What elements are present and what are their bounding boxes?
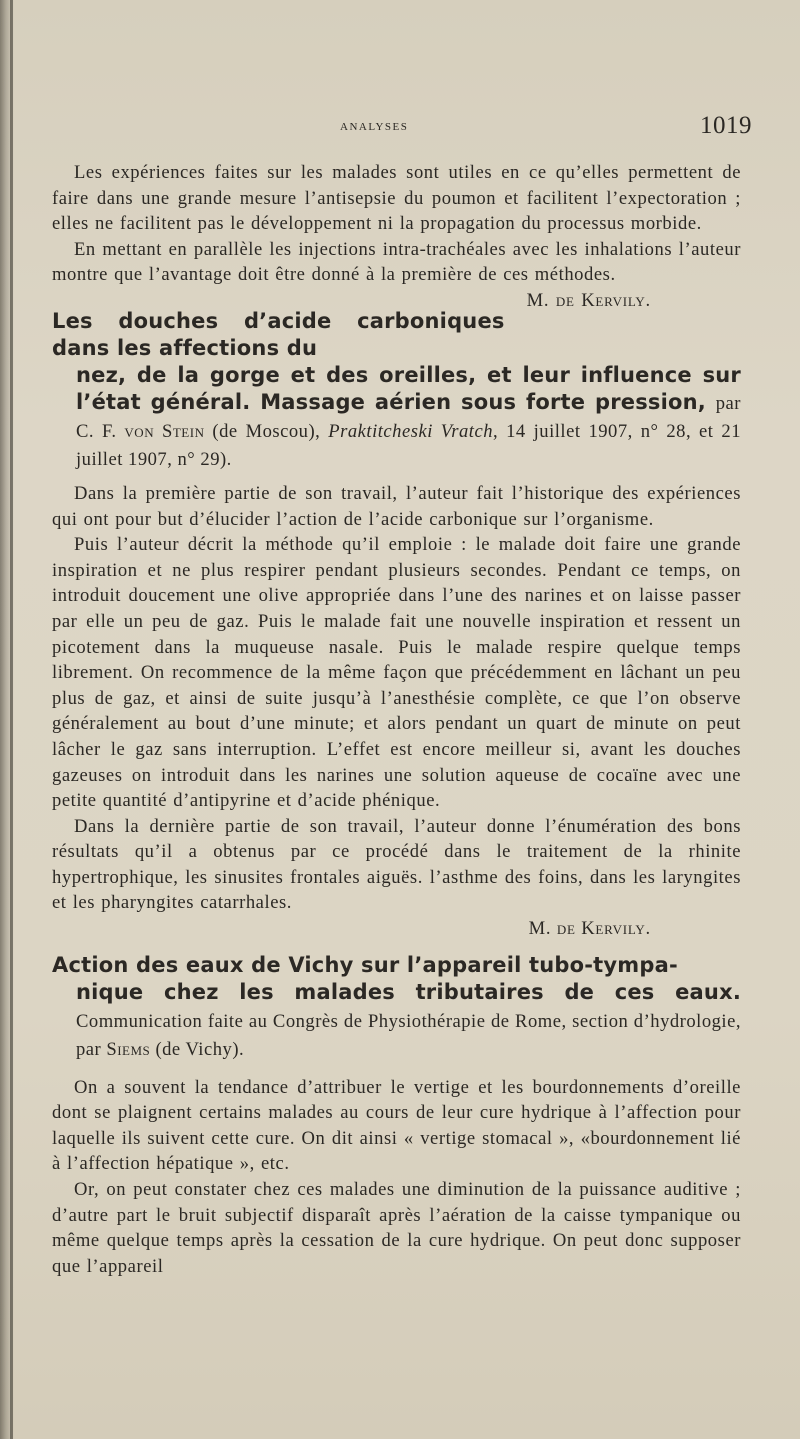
paragraph: Dans la dernière partie de son travail, l’auteur donne l’énumération des bons résultats qu’il a obtenus par ce procédé dans le traitement de la rhinite hypertrophique, les sinusites frontales aiguës. l’asthme des foins, dans les laryngites et les pharyngites catarrhales. (52, 815, 741, 914)
paragraph (52, 237, 741, 311)
article-title-text: nique chez les malades tributaires de ces eaux. (76, 979, 741, 1004)
article-title-block (52, 362, 741, 473)
byline-suffix: , 14 juillet 1907, n° 28, et 21 juillet 1907, n° 29). (76, 420, 741, 470)
page-content (52, 160, 741, 1279)
journal-name: Praktitcheski Vratch (328, 420, 494, 442)
running-head (0, 112, 800, 142)
paragraph-text: En mettant en parallèle les injections intra-trachéales avec les inhalations l’auteur montre que l’avantage doit être donné à la première de ces méthodes. (52, 238, 741, 286)
article-title-line: Action des eaux de Vichy sur l’appareil tubo-tympa- (52, 952, 678, 977)
paragraph: Puis l’auteur décrit la méthode qu’il emploie : le malade doit faire une grande inspiration et ne plus respirer pendant plusieurs secondes. Pendant ce temps, on introduit doucement une olive appropriée dans l’une des narines et on laisse passer par elle un peu de gaz. Puis le malade fait une nouvelle inspiration et ressent un picotement dans la muqueuse nasale. Puis le malade respire quelque temps librement. On recommence de la même façon que précédemment en lâchant un peu plus de gaz, et ainsi de suite jusqu’à l’anesthésie complète, ce que l’on observe généralement au bout d’une minute; et alors pendant un quart de minute on peut lâcher le gaz sans interruption. L’effet est encore meilleur si, avant les douches gazeuses on introduit dans les narines une solution aqueuse de cocaïne avec une petite quantité d’antipyrine et d’acide phénique. (52, 534, 741, 812)
article-title-block (52, 979, 741, 1063)
binding-edge (10, 0, 13, 1439)
article-byline (76, 1011, 741, 1060)
byline-mid: (de Moscou), (204, 420, 329, 442)
paragraph: Les expériences faites sur les malades sont utiles en ce qu’elles permettent de faire dans une grande mesure l’antisepsie du poumon et facilitent l’expectoration ; elles ne facilitent pas le développement ni la propagation du processus morbide. (52, 162, 741, 235)
paragraph: On a souvent la tendance d’attribuer le vertige et les bourdonnements d’oreille dont se plaignent certains malades au cours de leur cure hydrique à l’affection pour laquelle ils suivent cette cure. On dit ainsi « vertige stomacal », «bourdonnement lié à l’affection hépatique », etc. (52, 1076, 741, 1175)
byline-prefix: par C. F. (76, 392, 741, 442)
running-head-title: analyses (340, 118, 409, 134)
author-name: von Stein (124, 420, 205, 442)
paragraph: Dans la première partie de son travail, l’auteur fait l’historique des expériences qui ont pour but d’élucider l’action de l’acide carbonique sur l’organisme. (52, 482, 741, 530)
paragraph: Or, on peut constater chez ces malades une diminution de la puissance auditive ; d’autre part le bruit subjectif disparaît après l’aération de la caisse tympanique ou même quelque temps après la cessation de la cure hydrique. On peut donc supposer que l’appareil (52, 1179, 741, 1277)
author-name: Siems (106, 1038, 151, 1060)
article-title-text: nez, de la gorge et des oreilles, et leur influence sur l’état général. Massage aérien sous forte pression, (76, 362, 741, 414)
signature: M. de Kervily. (528, 918, 651, 940)
article-heading (52, 952, 741, 1063)
byline-suffix: (de Vichy). (150, 1038, 245, 1060)
signature: M. de Kervily. (526, 289, 651, 311)
article-title-line: Les douches d’acide carboniques dans les affections du (52, 308, 505, 360)
byline-prefix: Communication faite au Congrès de Physiothérapie de Rome, section d’hydrologie, par (76, 1010, 741, 1060)
page-number: 1019 (700, 112, 752, 139)
article-heading (52, 308, 741, 473)
